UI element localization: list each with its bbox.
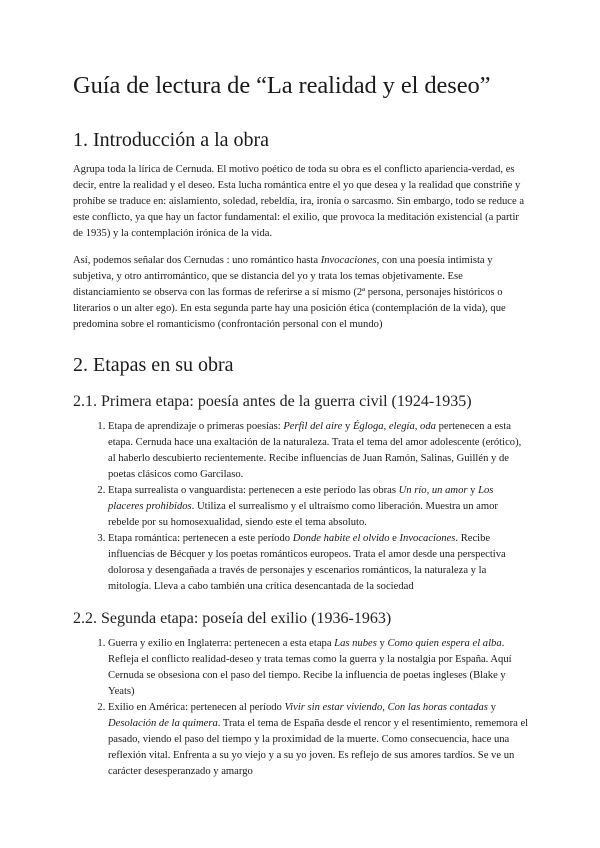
text-run: . Utiliza el surrealismo y el ultraísmo como liberación. Muestra un amor rebelde por su homosexualidad, siendo este el tema absoluto. — [108, 500, 498, 528]
italic-title: Como quien espera el alba — [387, 637, 502, 649]
italic-title: Vivir sin estar viviendo, Con las horas contadas — [284, 701, 488, 713]
text-run: Etapa romántica: pertenecen a este período — [108, 532, 293, 544]
text-run: Exilio en América: pertenecen al período — [108, 701, 285, 713]
text-run: y — [342, 420, 353, 432]
italic-title: Égloga, elegía, oda — [352, 420, 436, 432]
text-run: y — [487, 701, 496, 713]
list-item — [108, 419, 530, 483]
text-run: . Trata el tema de España desde el rencor y el resentimiento, rememora el pasado, viendo el paso del tiempo y la proximidad de la muerte. Como consecuencia, hace una reflexión vital. Enfrenta a su yo viejo y a su yo joven. Es reflejo de sus amores tardíos. Se ve un carácter desesperanzado y amargo — [108, 717, 529, 777]
list-item — [108, 531, 530, 595]
italic-title: Un río, un amor — [398, 484, 468, 496]
text-run: e — [389, 532, 400, 544]
italic-title: Invocaciones — [320, 254, 377, 266]
intro-paragraph-1: Agrupa toda la lírica de Cernuda. El motivo poético de toda su obra es el conflicto apariencia-verdad, es decir, entre la realidad y el deseo. Esta lucha romántica entre el yo que desea y la realidad que constriñe y prohíbe se traduce en: aislamiento, soledad, rebeldía, ira, ironía o sarcasmo. Sin embargo, todo se reduce a este conflicto, ya que hay un factor fundamental: el exilio, que provoca la meditación existencial (a partir de 1935) y la contemplación irónica de la vida. — [73, 163, 525, 239]
stage-list — [73, 636, 530, 780]
text-run: , con una poesía intimista y subjetiva, y otro antirromántico, que se distancia del yo y trata los temas objetivamente. Ese distanciamiento se observa con las formas de referirse a sí mismo (2ª persona, personajes históricos o literarios o un alter ego). En esta segunda parte hay una posición ética (contemplación de la vida), que predomina sobre el romanticismo (confrontación personal con el mundo) — [73, 254, 506, 330]
italic-title: Las nubes — [334, 637, 377, 649]
section-heading: 2. Etapas en su obra — [73, 353, 234, 376]
list-item — [108, 700, 530, 780]
italic-title: Los placeres prohibidos — [108, 484, 494, 512]
text-run: y — [376, 637, 388, 649]
text-run: . Refleja el conflicto realidad-deseo y trata temas como la guerra y la nostalgia por España. Aquí Cernuda se obsesiona con el paso del tiempo. Recibe la influencia de poetas ingleses (Blake y Yeats) — [108, 637, 512, 697]
subsection-heading: 2.2. Segunda etapa: poseía del exilio (1936-1963) — [73, 609, 392, 627]
text-run: Etapa surrealista o vanguardista: pertenecen a este período las obras — [108, 484, 399, 496]
text-run: Guerra y exilio en Inglaterra: pertenecen a esta etapa — [108, 637, 335, 649]
section-introduction — [73, 128, 530, 333]
text-run: Así, podemos señalar dos Cernudas : uno romántico hasta — [73, 254, 321, 266]
intro-paragraph-2 — [73, 253, 530, 333]
subsection-heading: 2.1. Primera etapa: poesía antes de la guerra civil (1924-1935) — [73, 392, 472, 410]
page-title: Guía de lectura de “La realidad y el deseo” — [73, 72, 491, 99]
italic-title: Perfil del aire — [283, 420, 343, 432]
stage-list — [73, 419, 530, 595]
list-item — [108, 636, 530, 700]
list-item — [108, 483, 530, 531]
italic-title: Desolación de la quimera — [108, 717, 218, 729]
italic-title: Invocaciones — [399, 532, 456, 544]
section-stages — [73, 353, 530, 780]
text-run: pertenecen a esta etapa. Cernuda hace una exaltación de la naturaleza. Trata el tema del amor adolescente (erótico), al haberlo descubierto recientemente. Recibe influencias de Juan Ramón, Salinas, Guillén y de poetas clásicos como Garcilaso. — [108, 420, 522, 480]
text-run: y — [467, 484, 479, 496]
italic-title: Donde habite el olvido — [292, 532, 390, 544]
section-heading: 1. Introducción a la obra — [73, 128, 270, 151]
text-run: . Recibe influencias de Bécquer y los poetas románticos europeos. Trata el amor desde una perspectiva dolorosa y desengañada a través de personajes y escenarios románticos, la naturaleza y la mitología. Lleva a cabo también una crítica desencantada de la sociedad — [108, 532, 506, 592]
text-run: Etapa de aprendizaje o primeras poesías: — [108, 420, 284, 432]
